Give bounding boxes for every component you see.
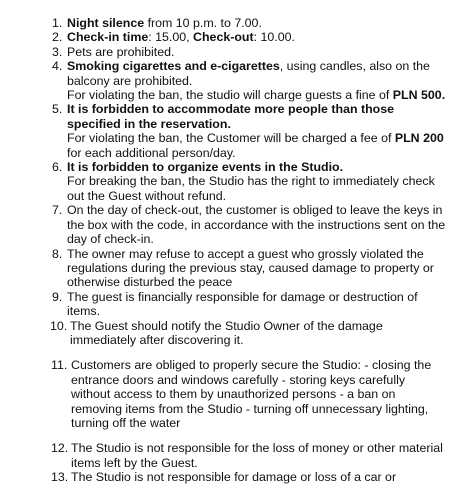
rule-text: For breaking the ban, the Studio has the right to immediately check out the Guest without refund. [67, 174, 435, 203]
spacer [52, 430, 446, 441]
rule-number: 5. [52, 102, 63, 117]
rule-text: , using candles, also on the balcony are prohibited. [67, 59, 430, 88]
rule-text: Customers are obliged to properly secure the Studio: - closing the entrance doors and windows carefully - storing keys carefully without access to them by unauthorized persons - a ban on removing items from the Studio - turning off unnecessary lighting, turning off the water [71, 358, 432, 430]
rule-3 [52, 45, 446, 59]
rule-number: 1. [52, 16, 63, 30]
rule-text: For violating the ban, the studio will charge guests a fine of [67, 88, 393, 103]
rule-text: On the day of check-out, the customer is obliged to leave the keys in the box with the code, in accordance with the instructions sent on the day of check-in. [67, 203, 446, 247]
rule-bold-text: Check-in time [67, 30, 149, 45]
rule-text: : 10.00. [253, 30, 295, 45]
house-rules-list [52, 16, 446, 485]
rule-bold-text: PLN 200 [394, 131, 444, 146]
rule-number: 2. [52, 30, 63, 45]
rule-text: The Studio is not responsible for damage or loss of a car or [71, 470, 397, 485]
rule-1 [52, 16, 446, 30]
rule-12 [52, 441, 446, 470]
rule-13 [52, 470, 446, 484]
rule-text: The Guest should notify the Studio Owner of the damage immediately after discovering it. [70, 318, 383, 347]
rule-number: 9. [52, 289, 63, 304]
rule-number: 13. [51, 470, 69, 485]
rule-6 [52, 160, 446, 203]
rule-text: The owner may refuse to accept a guest who grossly violated the regulations during the previous stay, caused damage to property or otherwise disturbed the peace [67, 246, 434, 290]
rule-7 [52, 203, 446, 246]
rule-text: The Studio is not responsible for the loss of money or other material items left by the Guest. [71, 441, 443, 470]
rule-5 [52, 102, 446, 160]
rule-number: 12. [51, 441, 69, 456]
rule-text: For violating the ban, the Customer will be charged a fee of [67, 131, 395, 146]
rule-bold-text: It is forbidden to accommodate more people than those specified in the reservation. [67, 102, 395, 131]
rule-4 [52, 59, 446, 102]
rule-text: The guest is financially responsible for damage or destruction of items. [67, 289, 418, 319]
rule-9 [52, 290, 446, 319]
rule-number: 7. [52, 203, 63, 218]
rule-number: 11. [51, 358, 68, 373]
rule-8 [52, 247, 446, 290]
rule-bold-text: Check-out [193, 30, 254, 45]
rule-text: from 10 p.m. to 7.00. [144, 16, 262, 30]
rule-text: : 15.00, [148, 30, 194, 45]
rule-number: 8. [52, 246, 63, 261]
rule-text: for each additional person/day. [67, 145, 236, 160]
rule-number: 4. [52, 59, 63, 74]
rule-number: 10. [50, 318, 68, 333]
rule-bold-text: Smoking cigarettes and e-cigarettes [67, 59, 280, 74]
rule-number: 3. [52, 44, 63, 59]
rule-2 [52, 30, 446, 44]
rule-bold-text: It is forbidden to organize events in the Studio. [67, 160, 344, 175]
spacer [52, 347, 446, 358]
rule-bold-text: Night silence [67, 16, 145, 30]
rule-number: 6. [52, 160, 63, 175]
rule-text: Pets are prohibited. [67, 44, 175, 59]
rule-bold-text: PLN 500. [392, 88, 446, 103]
rule-11 [52, 358, 446, 430]
rule-10 [52, 319, 446, 348]
